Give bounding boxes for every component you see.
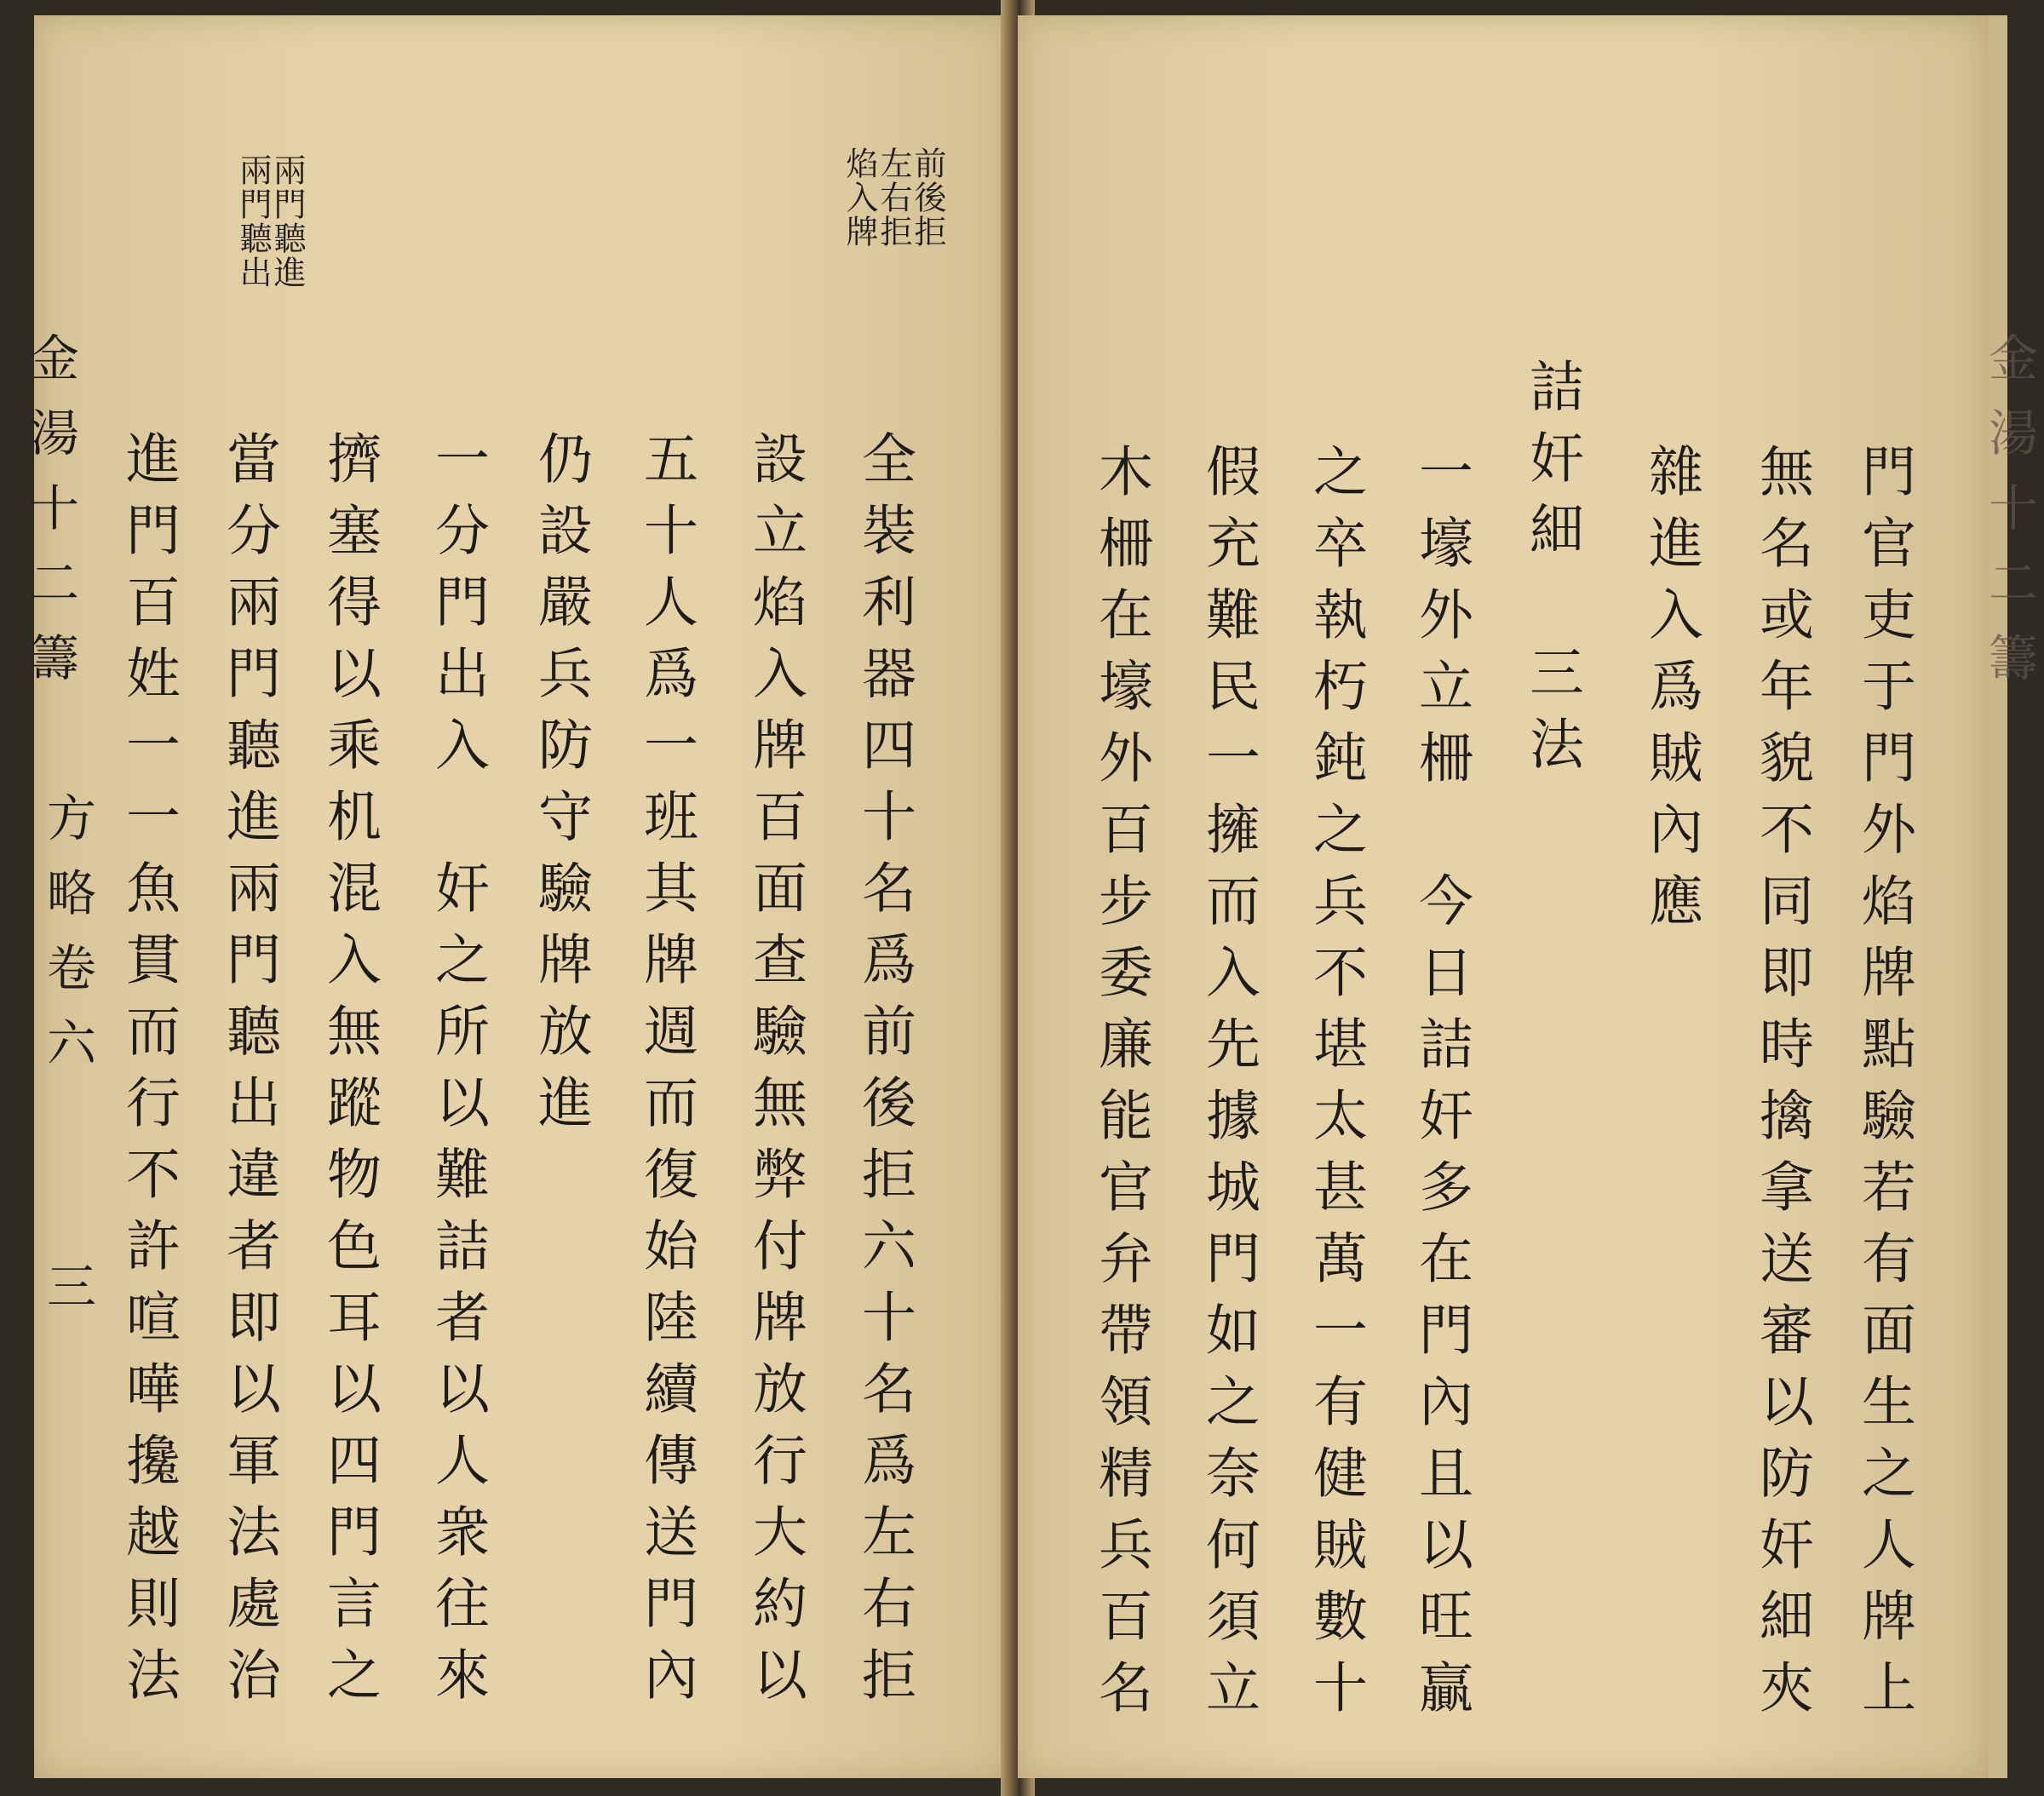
- right-text-column: 假充難民一擁而入先據城門如之奈何須立: [1197, 443, 1260, 1730]
- note-left-right-guard: 左右拒: [875, 146, 912, 249]
- right-text-column: 木柵在壕外百步委廉能官弁帶領精兵百名: [1089, 443, 1152, 1730]
- left-margin-page-number: 三: [38, 1260, 96, 1335]
- note-entry-tally: 焰入牌: [841, 146, 878, 249]
- right-text-column: 之卒執朽鈍之兵不堪太甚萬一有健賊數十: [1304, 443, 1367, 1730]
- right-text-column: 無名或年貌不同即時擒拿送審以防奸細夾: [1750, 443, 1813, 1730]
- right-text-column: 雜進入爲賊內應: [1639, 443, 1702, 944]
- note-two-gates-exit: 兩門聽出: [234, 153, 272, 290]
- left-text-column: 一分門出入 奸之所以難詰者以人衆往來: [426, 430, 489, 1718]
- left-text-column: 仍設嚴兵防守驗牌放進: [529, 430, 592, 1145]
- section-heading: 詰奸細 三法: [1520, 358, 1583, 787]
- left-text-column: 進門百姓一一魚貫而行不許喧嘩攙越則法: [117, 430, 180, 1718]
- left-text-column: 擠塞得以乘机混入無蹤物色耳以四門言之: [318, 430, 381, 1718]
- right-text-column: 一壕外立柵 今日詰奸多在門內且以旺贏: [1410, 443, 1473, 1730]
- left-text-column: 五十人爲一班其牌週而復始陸續傳送門內: [634, 430, 698, 1718]
- right-text-column: 門官吏于門外焰牌點驗若有面生之人牌上: [1852, 443, 1915, 1730]
- left-text-column: 全裝利器四十名爲前後拒六十名爲左右拒: [853, 430, 916, 1718]
- left-margin-title: 金湯十二籌: [21, 332, 79, 707]
- left-text-column: 當分兩門聽進兩門聽出違者即以軍法處治: [217, 430, 280, 1718]
- note-front-back-guard: 前後拒: [909, 146, 946, 249]
- note-two-gates-enter: 兩門聽進: [268, 153, 306, 290]
- right-margin-title: 金湯十二籌: [1980, 332, 2038, 707]
- left-text-column: 設立焰入牌百面查驗無弊付牌放行大約以: [744, 430, 807, 1718]
- left-margin-section: 方略卷六: [38, 792, 96, 1092]
